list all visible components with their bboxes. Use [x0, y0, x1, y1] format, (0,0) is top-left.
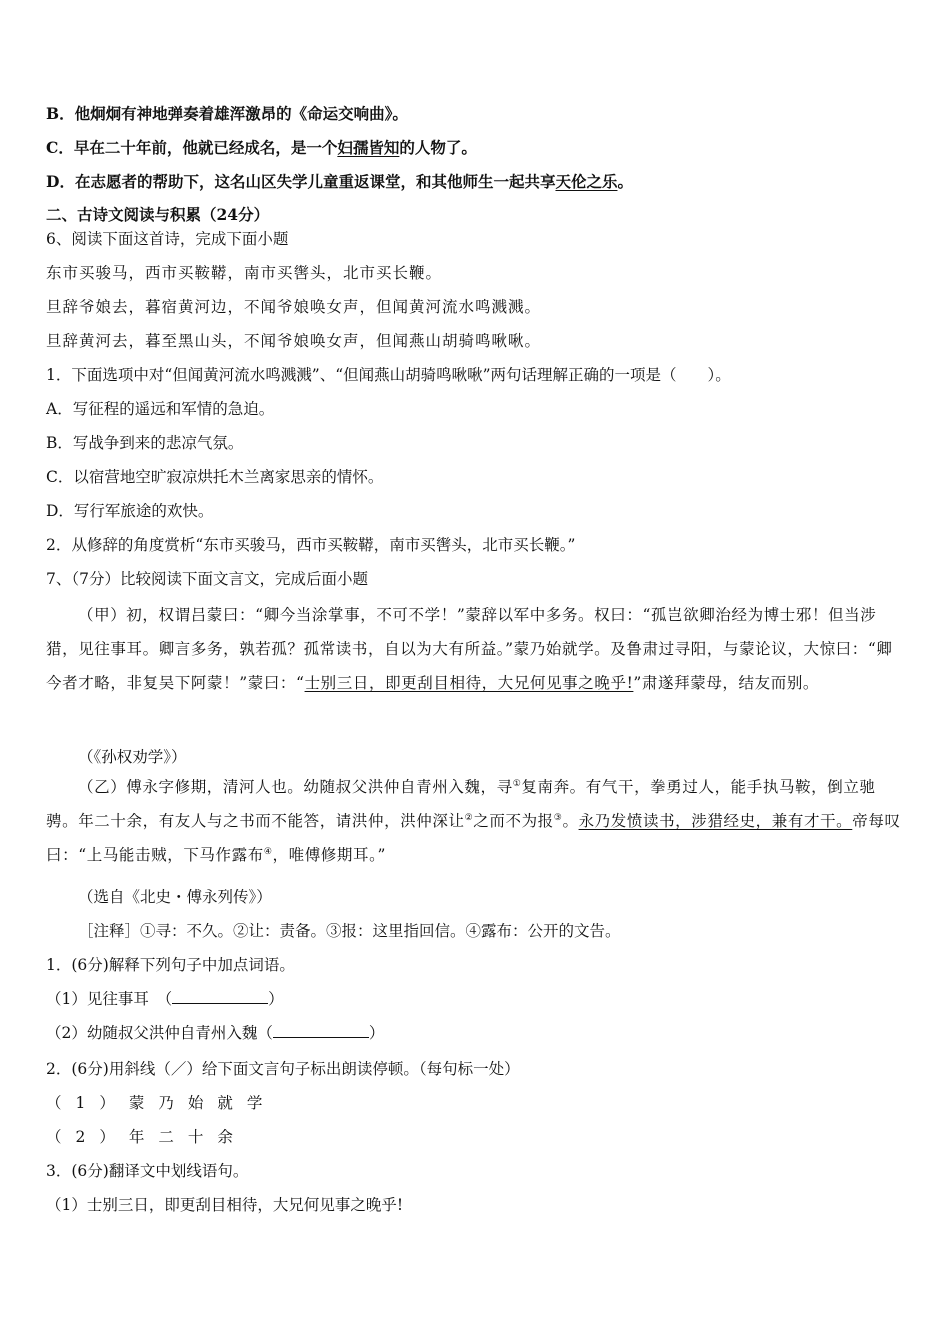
- passage-jia: （甲）初，权谓吕蒙曰：“卿今当涂掌事，不可不学！”蒙辞以军中多务。权曰：“孤岂欲卿治经为博士邪！但当涉猎，见往事耳。卿言多务，孰若孤？孤常读书，自以为大有所益。”蒙乃始就学。及鲁肃过寻阳，与蒙论议，大惊曰：“卿今者才略，非复吴下阿蒙！”蒙曰：“士别三日，即更刮目相待，大兄何见事之晚乎!”肃遂拜蒙母，结友而别。: [46, 606, 893, 692]
- choice-d: D．写行军旅途的欢快。: [46, 502, 214, 520]
- choice-a: A．写征程的遥远和军情的急迫。: [46, 400, 275, 418]
- q7-sub2-item2: （2）年二十余: [46, 1128, 247, 1146]
- q7-sub1: 1．(6分)解释下列句子中加点词语。: [46, 956, 295, 974]
- q7-sub1-item2: （2）幼随叔父洪仲自青州入魏（ ）: [46, 1024, 385, 1042]
- poem-line: 东市买骏马，西市买鞍鞯，南市买辔头，北市买长鞭。: [46, 264, 443, 282]
- q7-sub1-item1: （1）见往事耳 （ ）: [46, 990, 284, 1008]
- option-b: B．他炯炯有神地弹奏着雄浑激昂的《命运交响曲》。: [46, 104, 408, 123]
- q6-sub2: 2．从修辞的角度赏析“东市买骏马，西市买鞍鞯，南市买辔头，北市买长鞭。”: [46, 536, 576, 554]
- choice-c: C．以宿营地空旷寂凉烘托木兰离家思亲的情怀。: [46, 468, 384, 486]
- passage-yi: （乙）傅永字修期，清河人也。幼随叔父洪仲自青州入魏，寻①复南奔。有气干，拳勇过人，能手执马鞍，倒立驰骋。年二十余，有友人与之书而不能答，请洪仲，洪仲深让②之而不为报③。永乃发愤读书，涉猎经史，兼有才干。帝每叹曰：“上马能击贼，下马作露布④，唯傅修期耳。”: [46, 778, 901, 864]
- choice-b: B．写战争到来的悲凉气氛。: [46, 434, 244, 452]
- q7-sub2: 2．(6分)用斜线（／）给下面文言句子标出朗读停顿。（每句标一处）: [46, 1060, 520, 1078]
- answer-blank[interactable]: [273, 1023, 369, 1038]
- answer-blank[interactable]: [172, 989, 268, 1004]
- q7-sub2-item1: （1）蒙乃始就学: [46, 1094, 277, 1112]
- q7-title: 7、（7分）比较阅读下面文言文，完成后面小题: [46, 570, 368, 588]
- q6-sub1: 1．下面选项中对“但闻黄河流水鸣溅溅”、“但闻燕山胡骑鸣啾啾”两句话理解正确的一项是（ ）。: [46, 366, 731, 384]
- option-c: C．早在二十年前，他就已经成名，是一个妇孺皆知的人物了。: [46, 138, 477, 157]
- annotation-note: ［注释］①寻：不久。②让：责备。③报：这里指回信。④露布：公开的文告。: [78, 922, 621, 940]
- passage-yi-source: （选自《北史・傅永列传》）: [78, 888, 272, 906]
- passage-jia-source: （《孙权劝学》）: [78, 748, 187, 766]
- section-heading: 二、古诗文阅读与积累（24分）: [46, 205, 270, 224]
- q6-title: 6、阅读下面这首诗，完成下面小题: [46, 230, 289, 248]
- option-d: D．在志愿者的帮助下，这名山区失学儿童重返课堂，和其他师生一起共享天伦之乐。: [46, 172, 633, 191]
- q7-sub3: 3．(6分)翻译文中划线语句。: [46, 1162, 249, 1180]
- q7-sub3-item1: （1）士别三日，即更刮目相待，大兄何见事之晚乎!: [46, 1196, 404, 1214]
- poem-line: 旦辞爷娘去，暮宿黄河边，不闻爷娘唤女声，但闻黄河流水鸣溅溅。: [46, 298, 542, 316]
- poem-line: 旦辞黄河去，暮至黑山头，不闻爷娘唤女声，但闻燕山胡骑鸣啾啾。: [46, 332, 542, 350]
